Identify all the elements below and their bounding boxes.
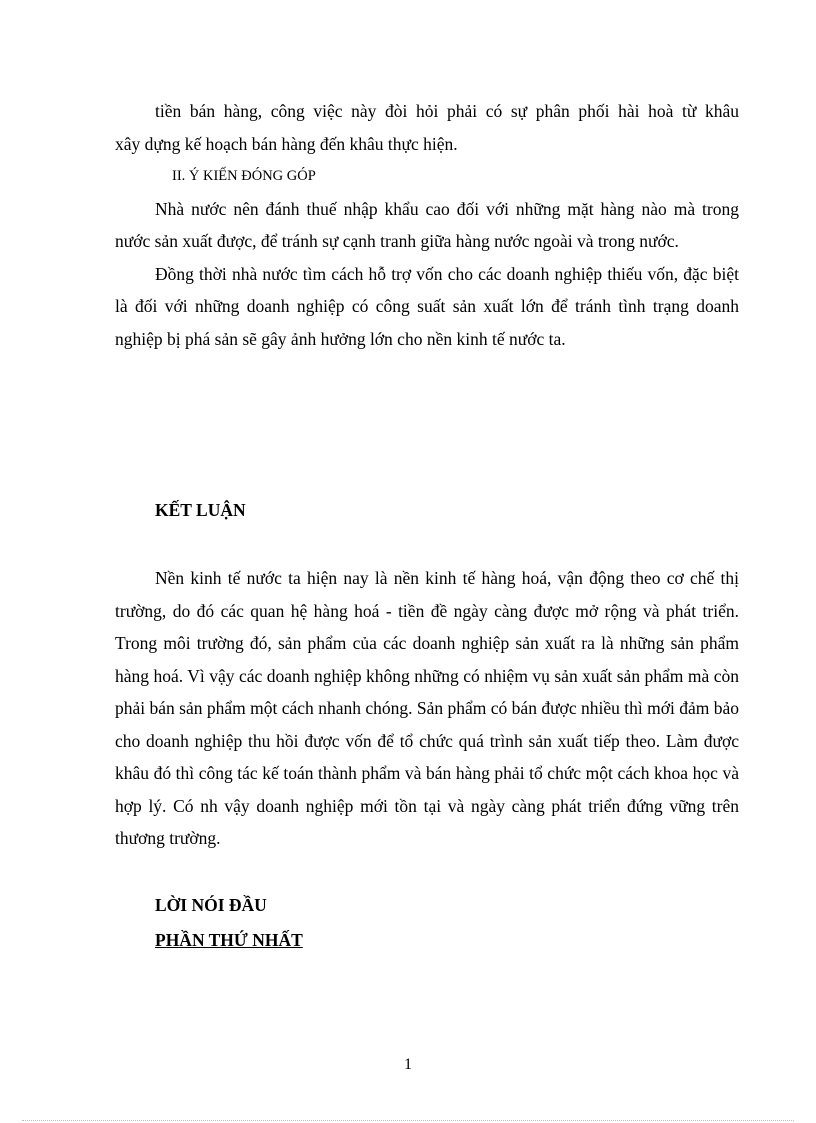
paragraph-continued-line-2: xây dựng kế hoạch bán hàng đến khâu thực hiện.: [115, 133, 458, 154]
heading-foreword: LỜI NÓI ĐẦU: [155, 895, 267, 915]
section-contributions: [115, 95, 739, 355]
heading-part-one: PHẦN THỨ NHẤT: [155, 930, 303, 950]
paragraph-capital-support: Đồng thời nhà nước tìm cách hỗ trợ vốn cho các doanh nghiệp thiếu vốn, đặc biệt là đối với những doanh nghiệp có công suất sản xuất lớn để tránh tình trạng doanh nghiệp bị phá sản sẽ gây ảnh hưởng lớn cho nền kinh tế nước ta.: [115, 263, 739, 349]
paragraph-conclusion: Nền kinh tế nước ta hiện nay là nền kinh tế hàng hoá, vận động theo cơ chế thị trường, do đó các quan hệ hàng hoá - tiền đề ngày càng được mở rộng và phát triển. Trong môi trường đó, sản phẩm của các doanh nghiệp sản xuất ra là những sản phẩm hàng hoá. Vì vậy các doanh nghiệp không những có nhiệm vụ sản xuất sản phẩm mà còn phải bán sản phẩm một cách nhanh chóng. Sản phẩm có bán được nhiều thì mới đảm bảo cho doanh nghiệp thu hồi được vốn để tổ chức quá trình sản xuất tiếp theo. Làm được khâu đó thì công tác kế toán thành phẩm và bán hàng phải tổ chức một cách khoa học và hợp lý. Có nh vậy doanh nghiệp mới tồn tại và ngày càng phát triển đứng vững trên thương trường.: [115, 568, 739, 848]
section-conclusion: [115, 562, 739, 855]
section-heading-contributions: II. Ý KIẾN ĐÓNG GÓP: [172, 168, 316, 184]
paragraph-import-tax: Nhà nước nên đánh thuế nhập khẩu cao đối với những mặt hàng nào mà trong nước sản xuất được, để tránh sự cạnh tranh giữa hàng nước ngoài và trong nước.: [115, 198, 739, 251]
page-number: 1: [404, 1056, 412, 1073]
paragraph-continued-line-1: tiền bán hàng, công việc này đòi hỏi phải có sự phân phối hài hoà từ khâu: [155, 101, 739, 121]
heading-conclusion: KẾT LUẬN: [155, 500, 246, 520]
page-bottom-divider: [22, 1120, 794, 1121]
